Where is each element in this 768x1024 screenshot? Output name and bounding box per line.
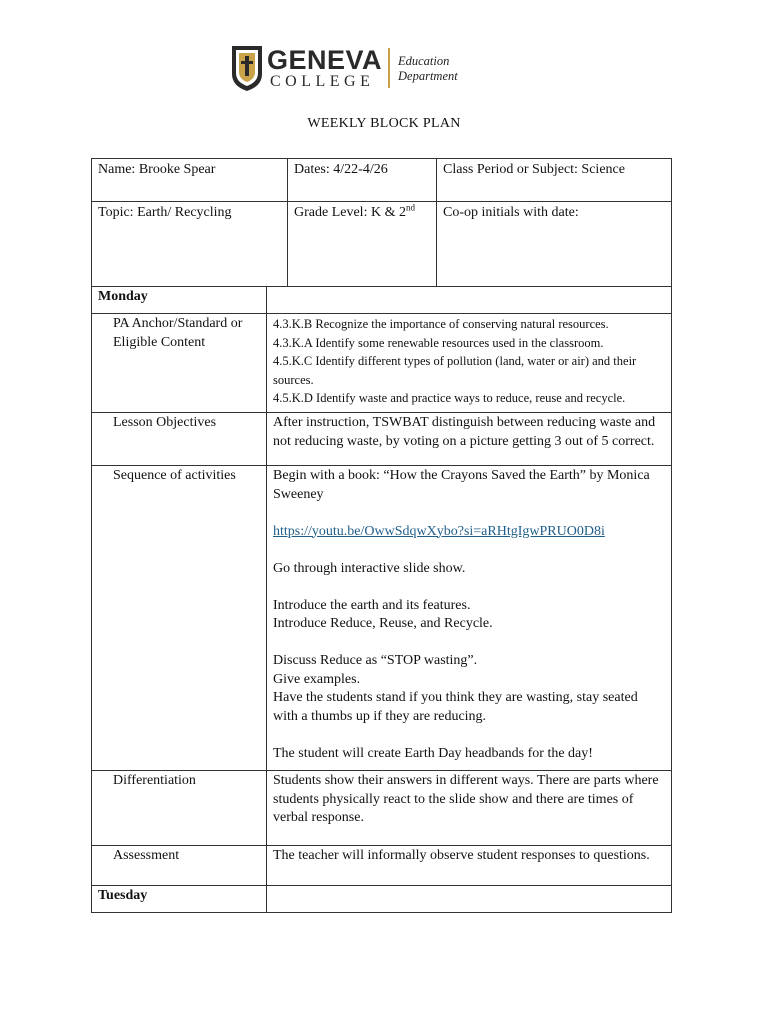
name-cell: Name: Brooke Spear (92, 159, 288, 202)
logo-name: GENEVA (267, 45, 383, 75)
logo-divider (388, 48, 390, 88)
standard-item: 4.3.K.B Recognize the importance of conserving natural resources. (273, 317, 609, 331)
tuesday-blank-cell (267, 886, 672, 913)
day-monday: Monday (92, 287, 267, 314)
topic-cell: Topic: Earth/ Recycling (92, 202, 288, 287)
seq-intro-rrr: Introduce Reduce, Reuse, and Recycle. (273, 616, 493, 631)
standards-cell (267, 314, 672, 413)
seq-examples: Give examples. (273, 671, 361, 687)
sequence-label: Sequence of activities (92, 466, 267, 771)
logo-sub: COLLEGE (270, 73, 375, 90)
grade-sup: nd (405, 202, 415, 213)
logo-dept-line2: Department (398, 69, 458, 83)
logo-dept (398, 54, 458, 84)
seq-book: Begin with a book: “How the Crayons Saved the Earth” by Monica Sweeney (273, 468, 650, 502)
video-link[interactable]: https://youtu.be/OwwSdqwXybo?si=aRHtgIgwPRUO0D8i (273, 523, 605, 539)
seq-discuss: Discuss Reduce as “STOP wasting”. (273, 653, 478, 668)
seq-stand: Have the students stand if you think they are wasting, stay seated with a thumbs up if they are reducing. (273, 690, 638, 724)
monday-blank-cell (267, 287, 672, 314)
page-title: WEEKLY BLOCK PLAN (307, 116, 461, 131)
objectives-label: Lesson Objectives (92, 413, 267, 466)
standard-item: 4.5.K.C Identify different types of pollution (land, water or air) and their sources. (273, 354, 637, 387)
standard-item: 4.5.K.D Identify waste and practice ways to reduce, reuse and recycle. (273, 391, 626, 405)
assessment-text: The teacher will informally observe student responses to questions. (267, 846, 672, 886)
coop-cell: Co-op initials with date: (437, 202, 672, 287)
standard-item: 4.3.K.A Identify some renewable resources used in the classroom. (273, 335, 604, 350)
dates-cell: Dates: 4/22-4/26 (288, 159, 437, 202)
grade-cell (288, 202, 437, 287)
sequence-cell (267, 466, 672, 771)
pa-label: PA Anchor/Standard or Eligible Content (92, 314, 267, 413)
objectives-text: After instruction, TSWBAT distinguish between reducing waste and not reducing waste, by voting on a picture getting 3 out of 5 correct. (267, 413, 672, 466)
logo-dept-line1: Education (398, 54, 450, 68)
seq-slideshow: Go through interactive slide show. (273, 560, 466, 576)
differentiation-text: Students show their answers in different ways. There are parts where students physically react to the slide show and there are times of verbal response. (267, 771, 672, 846)
grade-text: Grade Level: K & 2 (294, 205, 406, 220)
seq-intro-earth: Introduce the earth and its features. (273, 597, 471, 613)
subject-cell: Class Period or Subject: Science (437, 159, 672, 202)
crest-icon (230, 44, 264, 92)
header-table (91, 158, 672, 287)
differentiation-label: Differentiation (92, 771, 267, 846)
day-tuesday: Tuesday (92, 886, 267, 913)
seq-headbands: The student will create Earth Day headbands for the day! (273, 745, 593, 761)
geneva-college-logo (230, 44, 480, 94)
monday-plan-table (91, 286, 672, 913)
assessment-label: Assessment (92, 846, 267, 886)
